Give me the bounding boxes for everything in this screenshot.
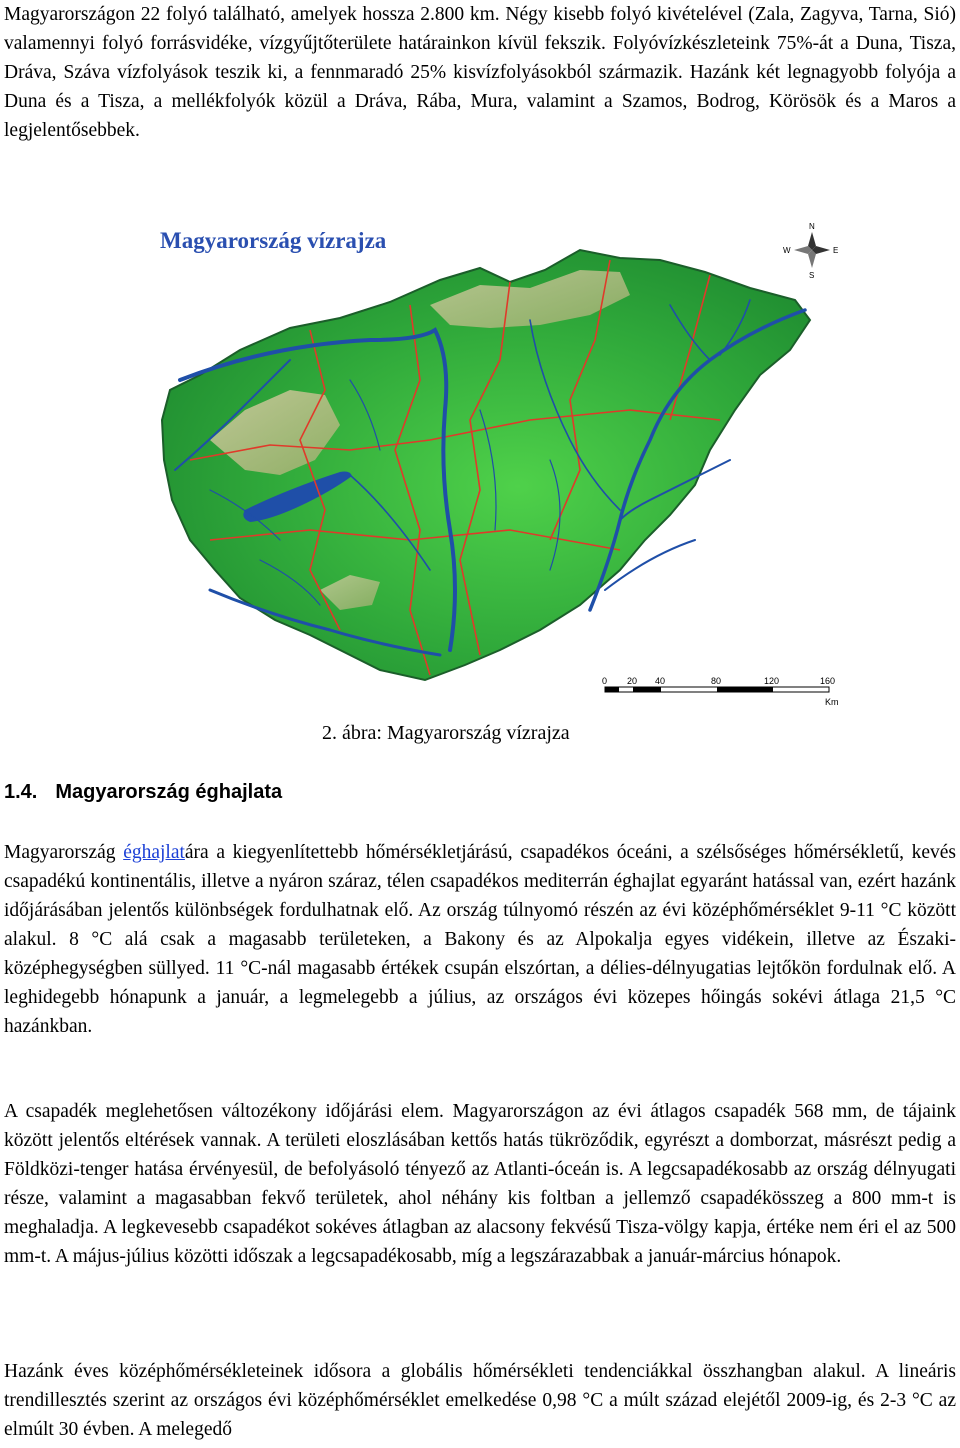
compass-e: E <box>833 246 839 255</box>
precipitation-paragraph <box>4 1097 956 1271</box>
climate-paragraph <box>4 838 956 1041</box>
figure-caption: 2. ábra: Magyarország vízrajza <box>322 722 570 744</box>
compass-n: N <box>809 222 815 231</box>
precipitation-text: A csapadék meglehetősen változékony időjárási elem. Magyarországon az évi átlagos csapadék 568 mm, de tájaink között jelentős eltérések vannak. A területi eloszlásában kettős hatás tükröződik, egyrészt a domborzat, másrészt pedig a Földközi-tenger hatása érvényesül, de befolyásoló tényező az Atlanti-óceán is. A legcsapadékosabb az ország délnyugati része, valamint a magasabban fekvő területek, ahol néhány kis foltban a jellemző csapadékösszeg a 800 mm-t is meghaladja. A legkevesebb csapadékot sokéves átlagban az alacsony fekvésű Tisza-völgy kapja, értéke nem éri el az 500 mm-t. A május-július közötti időszak a legcsapadékosabb, míg a legszárazabbak a január-március hónapok. <box>4 1101 956 1267</box>
hydrography-map <box>150 210 850 715</box>
intro-text: Magyarországon 22 folyó található, amelyek hossza 2.800 km. Négy kisebb folyó kivételével (Zala, Zagyva, Tarna, Sió) valamennyi folyó forrásvidéke, vízgyűjtőterülete határainkon kívül fekszik. Folyóvízkészleteink 75%-át a Duna, Tisza, Dráva, Száva vízfolyások teszik ki, a fennmaradó 25% kisvízfolyásokból származik. Hazánk két legnagyobb folyója a Duna és a Tisza, a mellékfolyók közül a Dráva, Rába, Mura, valamint a Szamos, Bodrog, Körösök és a Maros a legjelentősebbek. <box>4 4 956 141</box>
climate-link[interactable]: éghajlat <box>123 842 185 863</box>
scale-label: 0 <box>602 676 608 686</box>
compass-s: S <box>809 271 815 280</box>
section-heading <box>4 781 282 804</box>
map-title: Magyarország vízrajza <box>160 228 387 253</box>
scale-label: 20 <box>627 676 638 686</box>
section-number: 1.4. <box>4 781 38 803</box>
compass-icon <box>783 222 838 280</box>
climate-text-rest: ára a kiegyenlítettebb hőmérsékletjárású, csapadékos óceáni, a szélsőséges hőmérsékletű, kevés csapadékú kontinentális, illetve a nyáron száraz, télen csapadékos mediterrán éghajlat egyaránt hatással van, ezért hazánk időjárásában jelentős különbségek fordulhatnak elő. Az ország túlnyomó részén az évi középhőmérséklet 9-11 °C között alakul. 8 °C alá csak a magasabb területeken, a Bakony és az Alpokalja egyes vidékein, illetve az Északi-középhegységben süllyed. 11 °C-nál magasabb értékek csupán elszórtan, a délies-délnyugatias lejtőkön fordulnak elő. A leghidegebb hónapunk a január, a legmelegebb a július, az országos évi közepes hőingás sokévi átlaga 21,5 °C hazánkban. <box>4 842 956 1037</box>
scale-label: 160 <box>820 676 836 686</box>
temperature-text: Hazánk éves középhőmérsékleteinek idősora a globális hőmérsékleti tendenciákkal összhangban alakul. A lineáris trendillesztés szerint az országos évi középhőmérséklet emelkedése 0,98 °C a múlt század elejétől 2009-ig, és 2-3 °C az elmúlt 30 évben. A melegedő <box>4 1361 956 1440</box>
section-title: Magyarország éghajlata <box>55 781 283 803</box>
scale-unit: Km <box>825 697 839 707</box>
scale-label: 80 <box>711 676 722 686</box>
climate-text-start: Magyarország <box>4 842 124 863</box>
scale-label: 40 <box>655 676 666 686</box>
compass-w: W <box>783 246 791 255</box>
temperature-paragraph <box>4 1357 956 1444</box>
intro-paragraph <box>4 0 956 145</box>
scale-bar <box>602 676 839 707</box>
scale-label: 120 <box>764 676 780 686</box>
